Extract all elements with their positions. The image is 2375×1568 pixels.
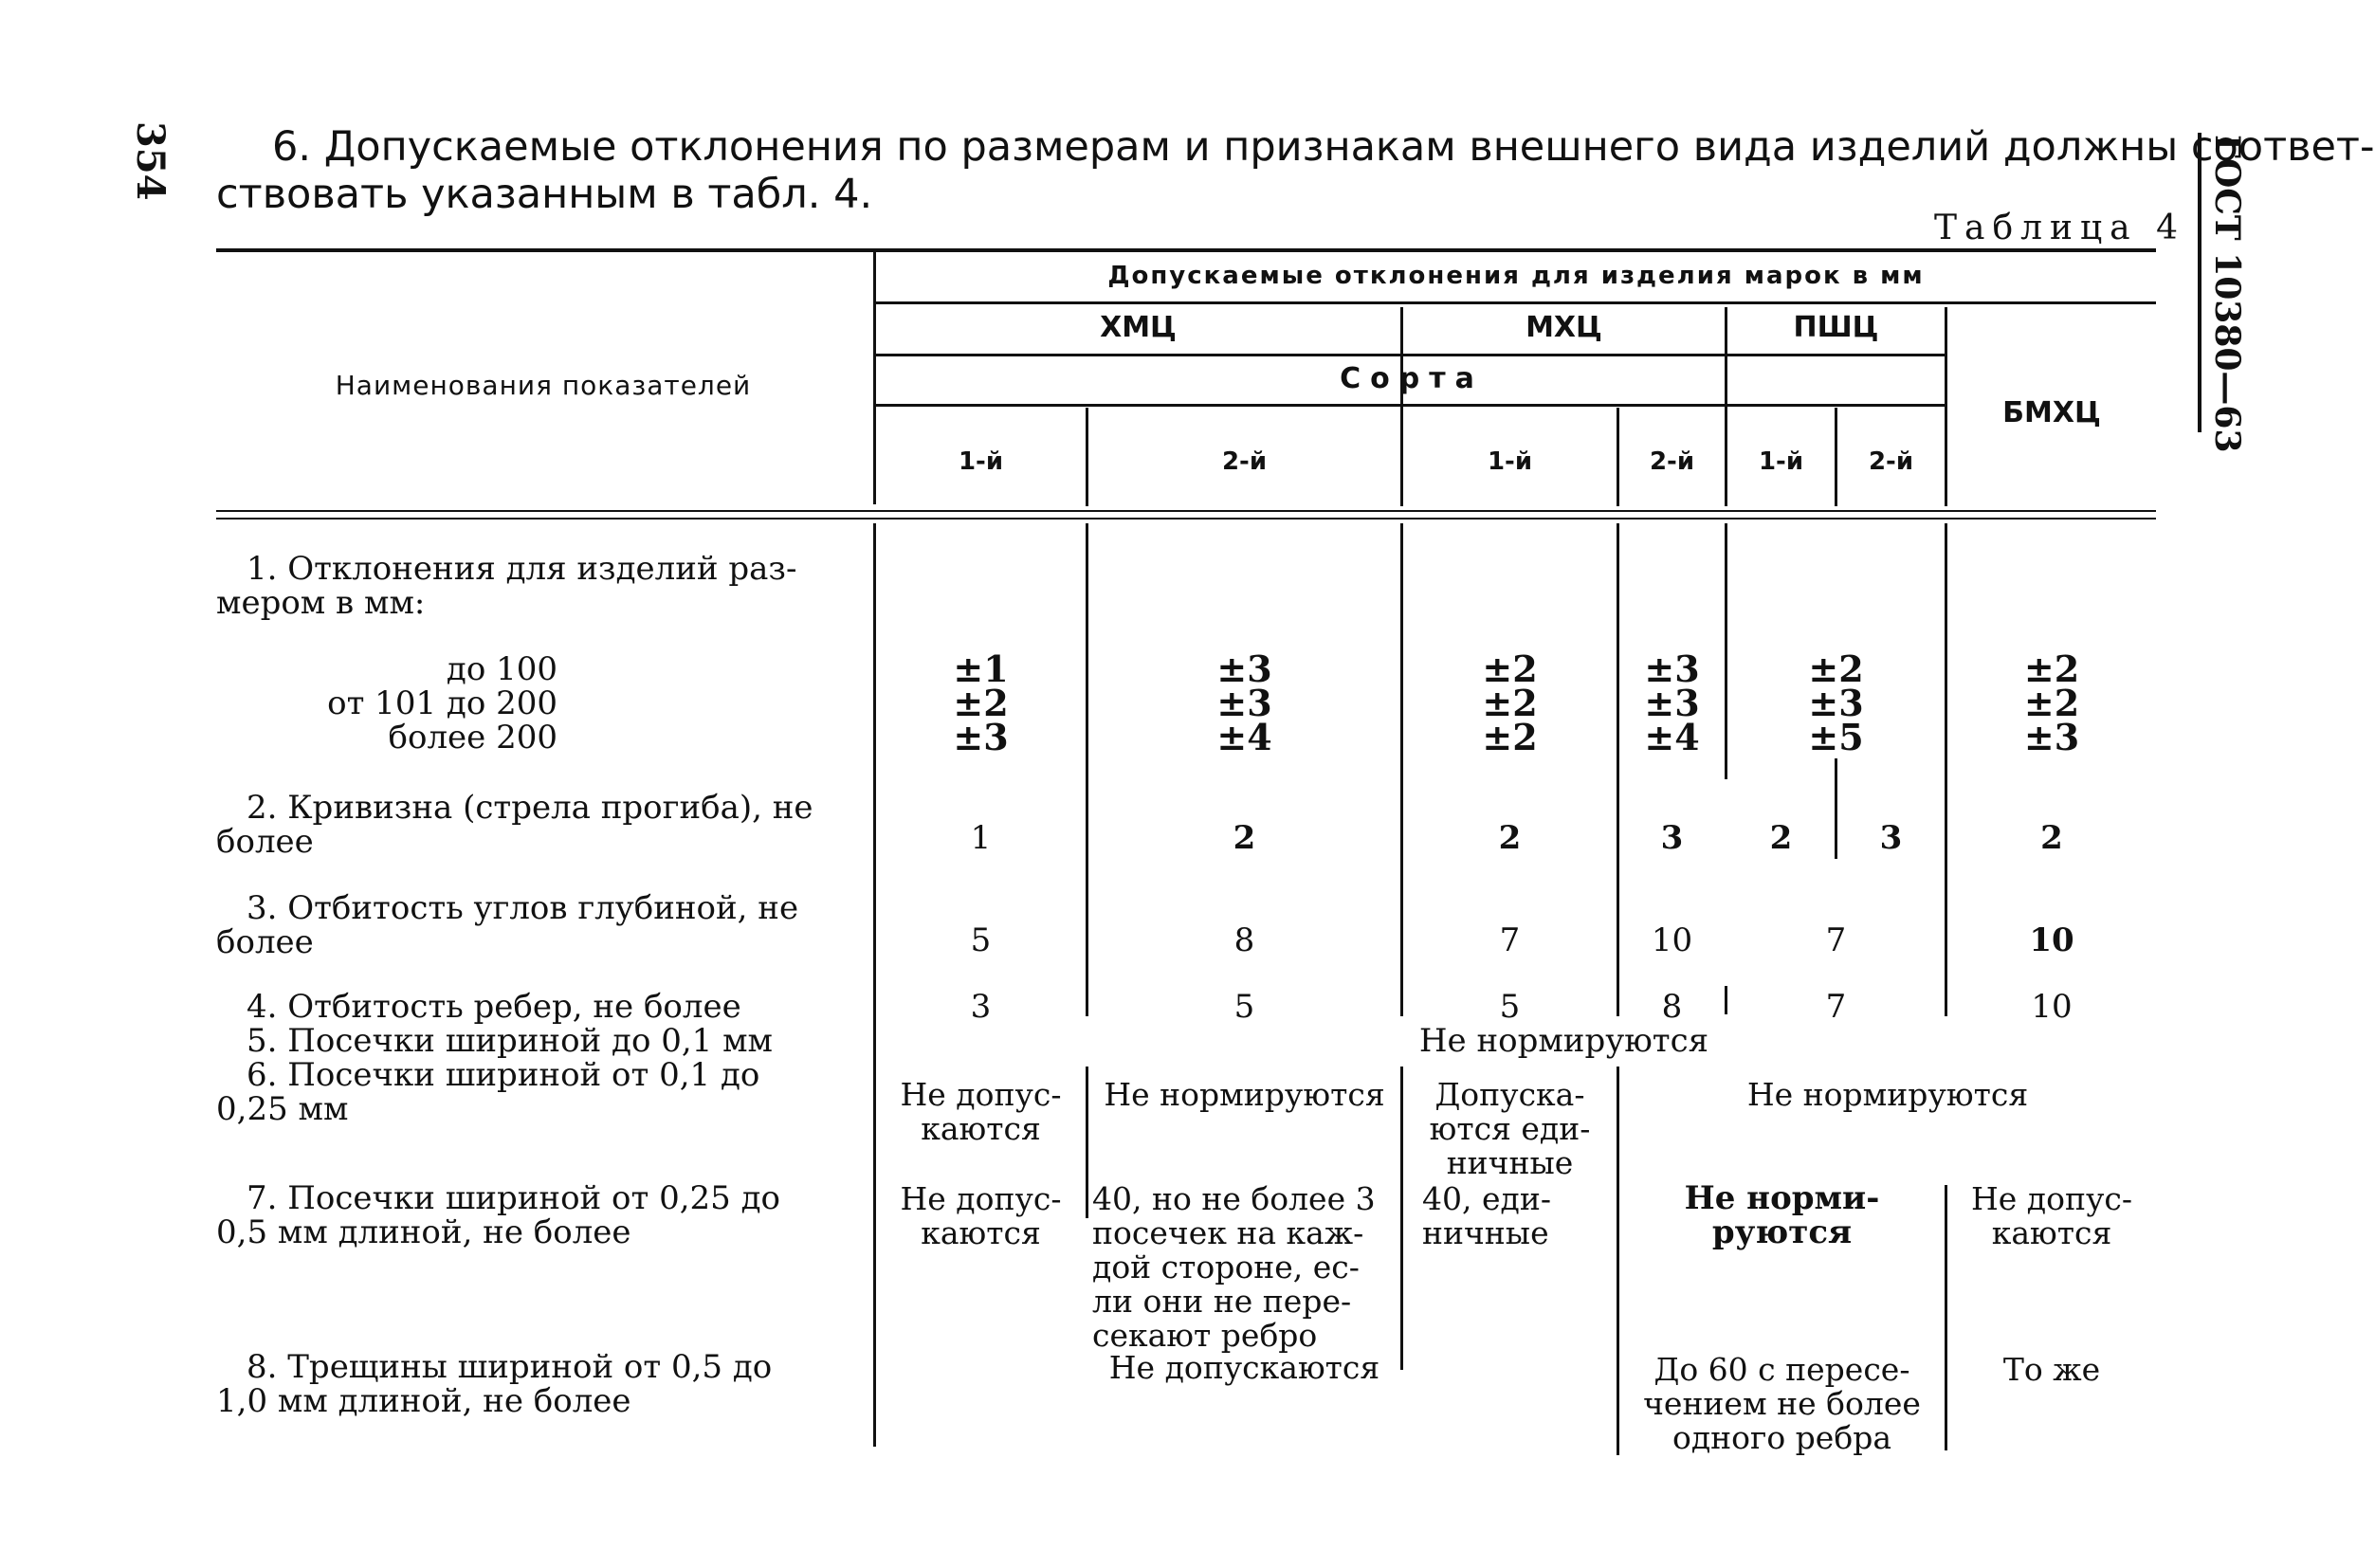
standard-side-label: ГОСТ 10380—63 (2207, 135, 2247, 453)
row7-label-line1: 7. Посечки шириной от 0,25 до (247, 1179, 781, 1217)
row7-hmc1-line2: каются (921, 1214, 1041, 1251)
row1-bmhc-v1: ±2 (2023, 647, 2080, 690)
header-grade-pshc-2: 2-й (1868, 447, 1914, 476)
row3-mhc1: 7 (1499, 921, 1521, 959)
row4-hmc1: 3 (970, 988, 992, 1026)
row1-mhc1-v3: ±2 (1482, 716, 1538, 758)
row8-label-line1: 8. Трещины шириной от 0,5 до (247, 1348, 773, 1386)
row2-label-line2: более (216, 823, 314, 861)
row7-bmhc-line1: Не допус- (1970, 1180, 2133, 1217)
row1-hmc2-v3: ±4 (1216, 716, 1272, 758)
row3-label-line2: более (216, 923, 314, 961)
row2-bmhc: 2 (2040, 819, 2063, 857)
row6-hmc1-line1: Не допус- (900, 1076, 1062, 1113)
header-brand-pshc: ПШЦ (1793, 311, 1879, 344)
row7-hmc2-line2: посечек на каж- (1092, 1214, 1364, 1251)
row1-bmhc-v2: ±2 (2023, 682, 2080, 724)
row1-label-line2: мером в мм: (216, 584, 426, 622)
row1-mhc2-v1: ±3 (1644, 647, 1700, 690)
row4-hmc2: 5 (1233, 988, 1255, 1026)
row1-mhc1-v1: ±2 (1482, 647, 1538, 690)
header-group-title: Допускаемые отклонения для изделия марок в мм (1107, 262, 1925, 290)
header-brand-mhc: МХЦ (1525, 311, 1602, 344)
page-number: 354 (128, 121, 173, 201)
row3-hmc1: 5 (970, 921, 992, 959)
row4-mhc2: 8 (1661, 988, 1683, 1026)
row7-hmc2-line4: ли они не пере- (1092, 1283, 1352, 1320)
row1-pshc-v1: ±2 (1808, 647, 1864, 690)
row8-bmhc: То же (2002, 1351, 2101, 1388)
header-sorta: Сорта (1340, 362, 1484, 395)
row2-mhc2: 3 (1660, 819, 1684, 857)
header-indicator-names: Наименования показателей (335, 370, 752, 401)
row7-hmc1-line1: Не допус- (900, 1180, 1062, 1217)
side-rule (2198, 133, 2201, 432)
row5-label: 5. Посечки шириной до 0,1 мм (247, 1022, 774, 1060)
row2-pshc2: 3 (1879, 819, 1903, 857)
row1-mhc2-v2: ±3 (1644, 682, 1700, 724)
row7-hmc2-line3: дой стороне, ес- (1092, 1249, 1360, 1285)
row8-label-line2: 1,0 мм длиной, не более (216, 1382, 631, 1420)
row6-mhc1-line2: ются еди- (1429, 1110, 1591, 1147)
row1-pshc-v3: ±5 (1808, 716, 1864, 758)
row8-mid-line2: чением не более (1643, 1385, 1921, 1422)
header-grade-mhc-2: 2-й (1649, 447, 1695, 476)
row1-sub-2: от 101 до 200 (327, 684, 557, 722)
row4-pshc: 7 (1825, 988, 1847, 1026)
row8-mid-line3: одного ребра (1672, 1419, 1892, 1456)
header-brand-bmhc: БМХЦ (2002, 396, 2101, 429)
row1-label-line1: 1. Отклонения для изделий раз- (247, 550, 797, 588)
row6-hmc1-line2: каются (921, 1110, 1041, 1147)
header-bottom-rule-2 (216, 518, 2156, 520)
header-sorta-bottom-rule (876, 404, 1947, 407)
header-group-rule (876, 301, 2156, 304)
row5-value: Не нормируются (1418, 1022, 1709, 1060)
row6-label-line2: 0,25 мм (216, 1090, 349, 1128)
header-grade-pshc-1: 1-й (1758, 447, 1804, 476)
row1-sub-3: более 200 (388, 719, 557, 757)
header-grade-hmc-1: 1-й (958, 447, 1004, 476)
row1-hmc1-v3: ±3 (953, 716, 1009, 758)
row1-hmc2-v1: ±3 (1216, 647, 1272, 690)
header-bottom-rule (216, 510, 2156, 512)
row6-hmc2: Не нормируются (1104, 1076, 1385, 1113)
row7-hmc2-line1: 40, но не более 3 (1092, 1180, 1376, 1217)
row7-mhc1-line1: 40, еди- (1422, 1180, 1551, 1217)
row6-rest: Не нормируются (1746, 1076, 2029, 1113)
header-sorta-top-rule (876, 354, 1947, 356)
row2-mhc1: 2 (1498, 819, 1522, 857)
row6-mhc1-line3: ничные (1446, 1144, 1574, 1181)
table-top-rule (216, 248, 2156, 252)
row7-mid-line2: руются (1711, 1213, 1853, 1251)
header-grade-hmc-2: 2-й (1221, 447, 1268, 476)
row7-hmc2-line5: секают ребро (1092, 1317, 1318, 1354)
row1-bmhc-v3: ±3 (2023, 716, 2080, 758)
row3-hmc2: 8 (1233, 921, 1255, 959)
row1-hmc2-v2: ±3 (1216, 682, 1272, 724)
row4-mhc1: 5 (1499, 988, 1521, 1026)
row8-mid-line1: До 60 с пересе- (1653, 1351, 1910, 1388)
row2-hmc2: 2 (1233, 819, 1256, 857)
row1-mhc1-v2: ±2 (1482, 682, 1538, 724)
row3-label-line1: 3. Отбитость углов глубиной, не (247, 889, 799, 927)
row2-pshc1: 2 (1769, 819, 1793, 857)
row3-bmhc: 10 (2029, 921, 2074, 959)
row2-label-line1: 2. Кривизна (стрела прогиба), не (247, 789, 813, 827)
row1-hmc1-v2: ±2 (953, 682, 1009, 724)
row6-mhc1-line1: Допуска- (1434, 1076, 1585, 1113)
intro-line-2: ствовать указанным в табл. 4. (216, 171, 873, 218)
header-brand-hmc: ХМЦ (1100, 311, 1177, 344)
row4-bmhc: 10 (2031, 988, 2073, 1026)
row7-mhc1-line2: ничные (1422, 1214, 1549, 1251)
table-caption: Таблица 4 (1934, 209, 2185, 247)
row8-hmc2: Не допускаются (1108, 1349, 1380, 1386)
row3-pshc: 7 (1825, 921, 1847, 959)
row1-mhc2-v3: ±4 (1644, 716, 1700, 758)
row3-mhc2: 10 (1651, 921, 1693, 959)
row7-mid-line1: Не норми- (1684, 1179, 1880, 1217)
row7-label-line2: 0,5 мм длиной, не более (216, 1213, 631, 1251)
row4-label: 4. Отбитость ребер, не более (247, 988, 741, 1026)
row1-hmc1-v1: ±1 (953, 647, 1009, 690)
row2-hmc1: 1 (970, 819, 992, 857)
row6-label-line1: 6. Посечки шириной от 0,1 до (247, 1056, 760, 1094)
row1-pshc-v2: ±3 (1808, 682, 1864, 724)
row1-sub-1: до 100 (446, 650, 557, 688)
header-grade-mhc-1: 1-й (1487, 447, 1533, 476)
intro-line-1: 6. Допускаемые отклонения по размерам и признакам внешнего вида изделий должны соответ- (272, 123, 2375, 171)
row7-bmhc-line2: каются (1991, 1214, 2112, 1251)
